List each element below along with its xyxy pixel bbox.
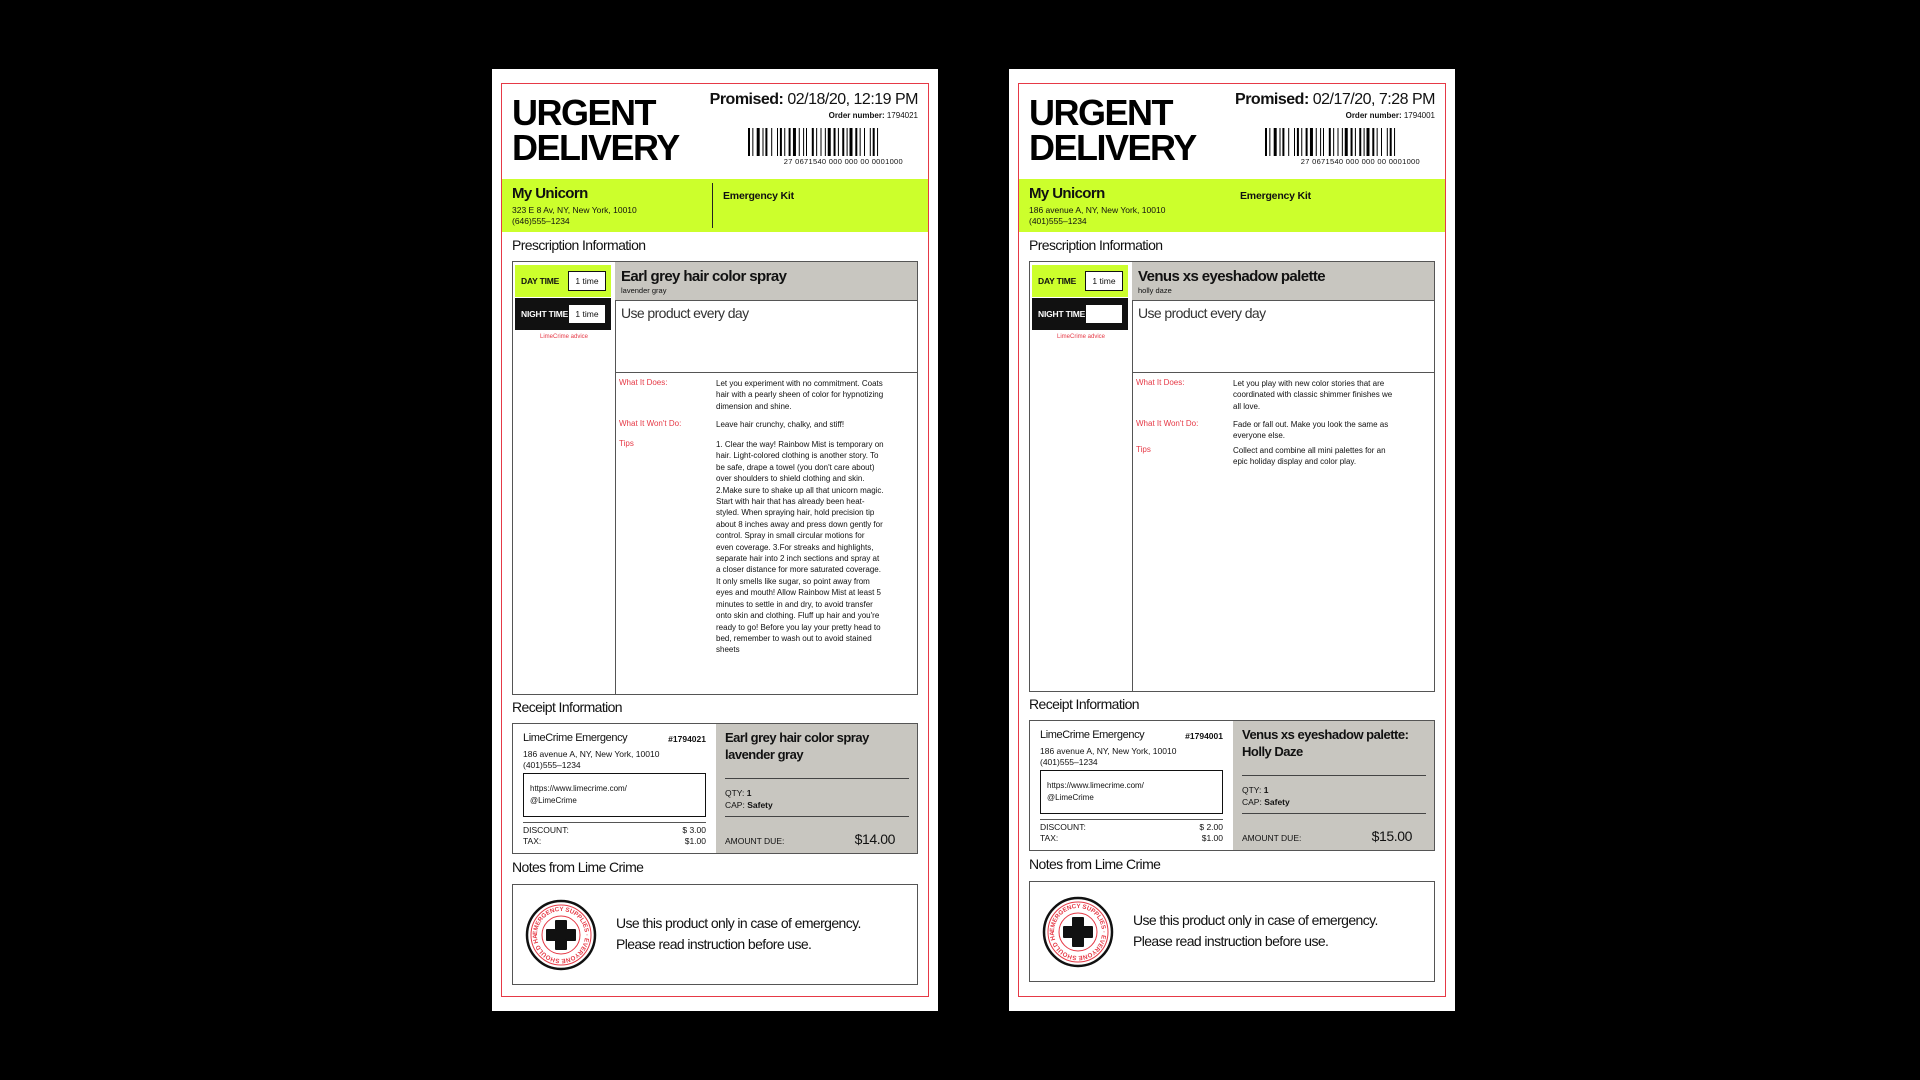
qty-cap: QTY: 1 CAP: Safety bbox=[725, 788, 773, 810]
night-time-row bbox=[1032, 298, 1128, 330]
night-time-value: 1 time bbox=[568, 304, 606, 324]
barcode-bar bbox=[1320, 128, 1321, 156]
barcode-bar bbox=[1323, 128, 1324, 156]
barcode-bar bbox=[877, 128, 878, 156]
notes-text: Use this product only in case of emergency. Please read instruction before use. bbox=[1133, 912, 1378, 949]
customer-band bbox=[502, 179, 928, 232]
kit-label: Emergency Kit bbox=[1240, 190, 1311, 202]
barcode-bar bbox=[1333, 128, 1334, 156]
notes-title: Notes from Lime Crime bbox=[512, 859, 644, 875]
receipt-number: #1794021 bbox=[668, 734, 706, 744]
store-url[interactable]: https://www.limecrime.com/ bbox=[1047, 781, 1144, 790]
detail-value: Let you play with new color stories that are coordinated with classic shimmer finishes we all love. bbox=[1233, 379, 1393, 411]
product-details bbox=[1132, 372, 1434, 691]
detail-value: Leave hair crunchy, chalky, and stiff! bbox=[716, 420, 845, 429]
day-time-row bbox=[515, 265, 611, 297]
barcode-bar bbox=[1265, 128, 1267, 156]
barcode-bar bbox=[1306, 128, 1308, 156]
product-header bbox=[1132, 262, 1434, 301]
detail-label: Tips bbox=[1136, 445, 1151, 454]
notes-title: Notes from Lime Crime bbox=[1029, 856, 1161, 872]
receipt-product-panel bbox=[716, 724, 917, 853]
seal-text: EMERGENCY SUPPLIES · EVERYONE SHOULD HA bbox=[531, 905, 591, 965]
customer-address: 186 avenue A, NY, New York, 10010 (401)555–1234 bbox=[1029, 205, 1166, 226]
barcode-bar bbox=[799, 128, 800, 156]
barcode-bar bbox=[850, 128, 853, 156]
product-header bbox=[615, 262, 917, 301]
customer-name: My Unicorn bbox=[512, 185, 588, 202]
amount-due: $14.00 bbox=[854, 831, 895, 847]
day-time-value: 1 time bbox=[1085, 271, 1123, 291]
day-time-label: DAY TIME bbox=[1038, 276, 1077, 286]
barcode-bar bbox=[1387, 128, 1388, 156]
dose-column bbox=[513, 262, 616, 694]
barcode-bar bbox=[771, 128, 772, 156]
barcode-bar bbox=[828, 128, 831, 156]
receipt-amount-rule bbox=[725, 816, 909, 817]
store-address: 186 avenue A, NY, New York, 10010 (401)555–1234 bbox=[523, 749, 660, 770]
receipt-amount-rule bbox=[1242, 813, 1426, 814]
barcode-bar bbox=[752, 128, 753, 156]
store-links bbox=[523, 773, 706, 817]
receipt-title: Receipt Information bbox=[512, 699, 622, 715]
notes-box bbox=[1029, 881, 1435, 982]
barcode-bar bbox=[793, 128, 796, 156]
card-frame bbox=[1018, 83, 1446, 997]
promised-date: Promised: 02/17/20, 7:28 PM bbox=[1235, 91, 1435, 108]
barcode-bar bbox=[1329, 128, 1331, 156]
barcode bbox=[748, 128, 918, 156]
barcode-bar bbox=[816, 128, 817, 156]
barcode-bar bbox=[1394, 128, 1395, 156]
barcode-bar bbox=[806, 128, 807, 156]
barcode-bar bbox=[860, 128, 861, 156]
barcode-bar bbox=[1274, 128, 1277, 156]
detail-value: Let you experiment with no commitment. Coats hair with a pearly sheen of color for hypnotizing dimension and shine. bbox=[716, 379, 884, 411]
barcode-bar bbox=[838, 128, 839, 156]
barcode-bar bbox=[777, 128, 778, 156]
tax-line: TAX: $1.00 bbox=[523, 836, 706, 846]
barcode-bar bbox=[1280, 128, 1281, 156]
usage-box bbox=[615, 300, 917, 373]
detail-label: What It Won't Do: bbox=[1136, 419, 1199, 428]
usage-text: Use product every day bbox=[1138, 305, 1266, 321]
barcode-bar bbox=[864, 128, 865, 156]
receipt-product-panel bbox=[1233, 721, 1434, 850]
detail-label: Tips bbox=[619, 439, 634, 448]
barcode-bar bbox=[1269, 128, 1270, 156]
barcode-bar bbox=[821, 128, 822, 156]
barcode-bar bbox=[834, 128, 836, 156]
notes-box bbox=[512, 884, 918, 985]
store-handle[interactable]: @LimeCrime bbox=[530, 796, 577, 805]
barcode-bar bbox=[1338, 128, 1339, 156]
detail-label: What It Does: bbox=[1136, 378, 1185, 387]
receipt-number: #1794001 bbox=[1185, 731, 1223, 741]
barcode-bar bbox=[855, 128, 857, 156]
barcode-bar bbox=[873, 128, 875, 156]
barcode-bar bbox=[1316, 128, 1317, 156]
amount-due-label: AMOUNT DUE: bbox=[725, 836, 785, 846]
seal-text: EMERGENCY SUPPLIES · EVERYONE SHOULD HA bbox=[1048, 902, 1108, 962]
detail-label: What It Won't Do: bbox=[619, 419, 682, 428]
detail-value: Fade or fall out. Make you look the same as everyone else. bbox=[1233, 420, 1389, 441]
emergency-seal-icon bbox=[1042, 896, 1114, 968]
store-handle[interactable]: @LimeCrime bbox=[1047, 793, 1094, 802]
prescription-title: Prescription Information bbox=[1029, 237, 1163, 253]
barcode-bar bbox=[1294, 128, 1295, 156]
amount-due: $15.00 bbox=[1371, 828, 1412, 844]
receipt-rule bbox=[523, 822, 706, 823]
barcode bbox=[1265, 128, 1435, 156]
receipt-product-rule bbox=[725, 778, 909, 779]
barcode-bar bbox=[1367, 128, 1370, 156]
product-details bbox=[615, 372, 917, 694]
barcode-bar bbox=[765, 128, 767, 156]
notes-text: Use this product only in case of emergency. Please read instruction before use. bbox=[616, 915, 861, 952]
barcode-bar bbox=[1381, 128, 1382, 156]
receipt-store-panel bbox=[513, 724, 717, 853]
night-time-value bbox=[1085, 304, 1123, 324]
delivery-card-1 bbox=[492, 69, 938, 1011]
usage-text: Use product every day bbox=[621, 305, 749, 321]
barcode-bar bbox=[789, 128, 791, 156]
product-name: Earl grey hair color spray bbox=[621, 268, 787, 285]
receipt-store-panel bbox=[1030, 721, 1234, 850]
night-time-label: NIGHT TIME bbox=[521, 309, 569, 319]
barcode-bar bbox=[870, 128, 871, 156]
card-title: URGENT DELIVERY bbox=[512, 92, 679, 168]
barcode-bar bbox=[1390, 128, 1392, 156]
order-number: Order number: 1794001 bbox=[1345, 111, 1435, 120]
barcode-bar bbox=[780, 128, 782, 156]
barcode-bar bbox=[763, 128, 764, 156]
barcode-bar bbox=[1301, 128, 1302, 156]
discount-line: DISCOUNT: $ 3.00 bbox=[523, 825, 706, 835]
usage-box bbox=[1132, 300, 1434, 373]
store-name: LimeCrime Emergency bbox=[523, 732, 628, 744]
customer-name: My Unicorn bbox=[1029, 185, 1105, 202]
prescription-box bbox=[1029, 261, 1435, 692]
barcode-number: 27 0671540 000 000 00 0001000 bbox=[1300, 157, 1420, 166]
detail-value: 1. Clear the way! Rainbow Mist is temporary on hair. Light-colored clothing is another story. To be safe, drape a towel (you don't care about) over shoulders to shield clothing and skin. 2.Make sure to shake up all that unicorn magic. Start with hair that has already been heat-styled. When spraying hair, hold precision tip about 8 inches away and press down gently for control. Spray in small circular motions for even coverage. 3.For streaks and highlights, separate hair into 2 inch sections and spray at a closer distance for more saturated coverage. It only smells like sugar, so point away from eyes and mouth! Allow Rainbow Mist at least 5 minutes to settle in and dry, to avoid transfer onto skin and clothing. Fluff up hair and you're ready to go! Before you lay your pretty head to bed, remember to wash out to avoid stained sheets bbox=[716, 440, 884, 655]
receipt-product: Venus xs eyeshadow palette: Holly Daze bbox=[1242, 727, 1409, 759]
store-address: 186 avenue A, NY, New York, 10010 (401)555–1234 bbox=[1040, 746, 1177, 767]
dose-column bbox=[1030, 262, 1133, 691]
customer-address: 323 E 8 Av, NY, New York, 10010 (646)555–1234 bbox=[512, 205, 637, 226]
barcode-bar bbox=[1355, 128, 1356, 156]
amount-due-label: AMOUNT DUE: bbox=[1242, 833, 1302, 843]
store-name: LimeCrime Emergency bbox=[1040, 729, 1145, 741]
barcode-bar bbox=[1359, 128, 1361, 156]
night-time-label: NIGHT TIME bbox=[1038, 309, 1086, 319]
tax-line: TAX: $1.00 bbox=[1040, 833, 1223, 843]
barcode-bar bbox=[1297, 128, 1299, 156]
emergency-seal-icon bbox=[525, 899, 597, 971]
band-divider bbox=[712, 183, 713, 228]
card-frame bbox=[501, 83, 929, 997]
delivery-card-2 bbox=[1009, 69, 1455, 1011]
order-number: Order number: 1794021 bbox=[828, 111, 918, 120]
barcode-bar bbox=[1342, 128, 1343, 156]
barcode-bar bbox=[784, 128, 785, 156]
barcode-bar bbox=[1351, 128, 1353, 156]
customer-band bbox=[1019, 179, 1445, 232]
advice-label: LimeCrime advice bbox=[1056, 334, 1105, 340]
barcode-number: 27 0671540 000 000 00 0001000 bbox=[783, 157, 903, 166]
barcode-bar bbox=[842, 128, 844, 156]
barcode-bar bbox=[825, 128, 826, 156]
barcode-bar bbox=[748, 128, 750, 156]
receipt-product-rule bbox=[1242, 775, 1426, 776]
prescription-title: Prescription Information bbox=[512, 237, 646, 253]
store-links bbox=[1040, 770, 1223, 814]
day-time-label: DAY TIME bbox=[521, 276, 560, 286]
night-time-row bbox=[515, 298, 611, 330]
barcode-bar bbox=[757, 128, 760, 156]
card-title: URGENT DELIVERY bbox=[1029, 92, 1196, 168]
barcode-bar bbox=[1377, 128, 1378, 156]
detail-label: What It Does: bbox=[619, 378, 668, 387]
store-url[interactable]: https://www.limecrime.com/ bbox=[530, 784, 627, 793]
receipt-box bbox=[1029, 720, 1435, 851]
receipt-rule bbox=[1040, 819, 1223, 820]
receipt-title: Receipt Information bbox=[1029, 696, 1139, 712]
qty-cap: QTY: 1 CAP: Safety bbox=[1242, 785, 1290, 807]
prescription-box bbox=[512, 261, 918, 695]
receipt-box bbox=[512, 723, 918, 854]
barcode-bar bbox=[812, 128, 814, 156]
barcode-bar bbox=[1345, 128, 1348, 156]
promised-date: Promised: 02/18/20, 12:19 PM bbox=[709, 91, 918, 108]
barcode-bar bbox=[803, 128, 804, 156]
day-time-value: 1 time bbox=[568, 271, 606, 291]
advice-label: LimeCrime advice bbox=[539, 334, 588, 340]
barcode-bar bbox=[847, 128, 848, 156]
barcode-bar bbox=[1282, 128, 1284, 156]
discount-line: DISCOUNT: $ 2.00 bbox=[1040, 822, 1223, 832]
product-shade: lavender gray bbox=[621, 286, 667, 295]
barcode-bar bbox=[1364, 128, 1365, 156]
day-time-row bbox=[1032, 265, 1128, 297]
barcode-bar bbox=[1372, 128, 1374, 156]
barcode-bar bbox=[1288, 128, 1289, 156]
receipt-product: Earl grey hair color spray lavender gray bbox=[725, 730, 869, 762]
detail-value: Collect and combine all mini palettes for an epic holiday display and color play. bbox=[1233, 446, 1386, 467]
product-name: Venus xs eyeshadow palette bbox=[1138, 268, 1325, 285]
kit-label: Emergency Kit bbox=[723, 190, 794, 202]
product-shade: holly daze bbox=[1138, 286, 1172, 295]
barcode-bar bbox=[1310, 128, 1313, 156]
